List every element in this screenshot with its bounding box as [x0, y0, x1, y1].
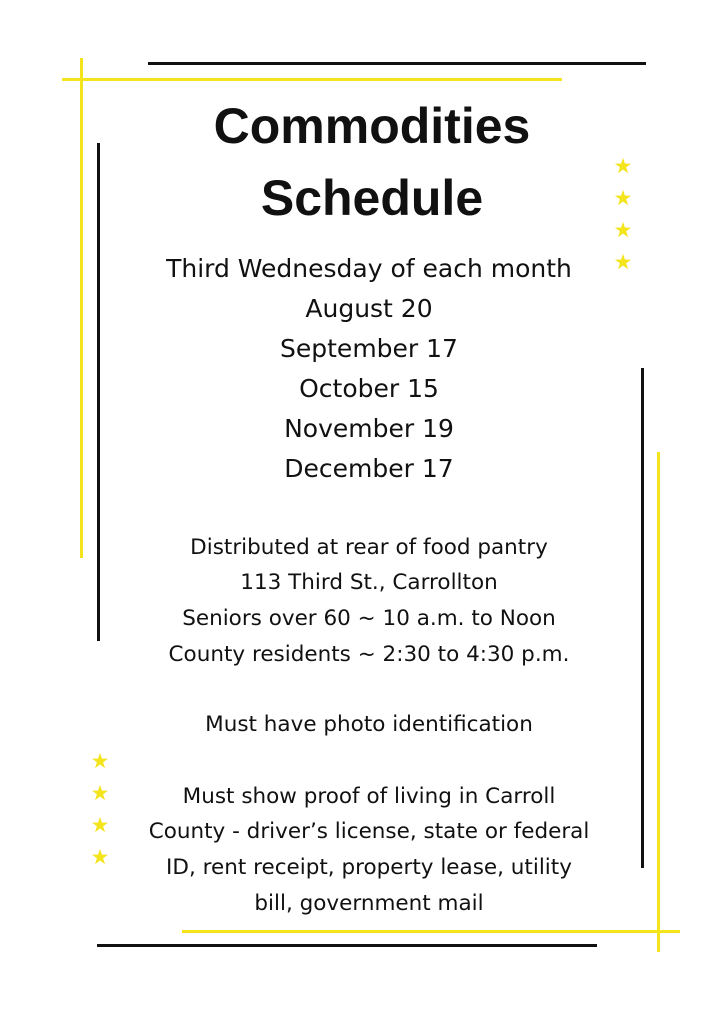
- date-item: October 15: [299, 374, 439, 403]
- star-icon: ★: [613, 250, 633, 274]
- proof-line: Must show proof of living in Carroll: [182, 784, 556, 809]
- date-item: November 19: [284, 414, 454, 443]
- proof-line: bill, government mail: [254, 891, 484, 916]
- date-item: August 20: [305, 294, 433, 323]
- frame-line-top-black: [148, 62, 646, 65]
- frame-line-bottom-yellow: [182, 930, 680, 933]
- frame-line-bottom-black: [97, 944, 597, 947]
- title-line-1: Commodities: [213, 98, 531, 154]
- star-icon: ★: [613, 218, 633, 242]
- location-line: Seniors over 60 ~ 10 a.m. to Noon: [182, 606, 556, 631]
- proof-line: County - driver’s license, state or federal: [148, 819, 590, 844]
- star-icon: ★: [90, 845, 110, 869]
- star-icon: ★: [90, 813, 110, 837]
- star-icon: ★: [613, 154, 633, 178]
- id-requirement: Must have photo identification: [205, 712, 533, 737]
- star-icon: ★: [90, 781, 110, 805]
- location-line: Distributed at rear of food pantry: [190, 535, 548, 560]
- location-line: County residents ~ 2:30 to 4:30 p.m.: [168, 642, 570, 667]
- frame-line-top-yellow: [62, 78, 562, 81]
- proof-line: ID, rent receipt, property lease, utility: [166, 855, 572, 880]
- date-item: September 17: [280, 334, 458, 363]
- subtitle: Third Wednesday of each month: [166, 254, 572, 283]
- date-item: December 17: [284, 454, 454, 483]
- star-icon: ★: [613, 186, 633, 210]
- star-icon: ★: [90, 749, 110, 773]
- location-line: 113 Third St., Carrollton: [240, 570, 498, 595]
- title-line-2: Schedule: [260, 170, 484, 226]
